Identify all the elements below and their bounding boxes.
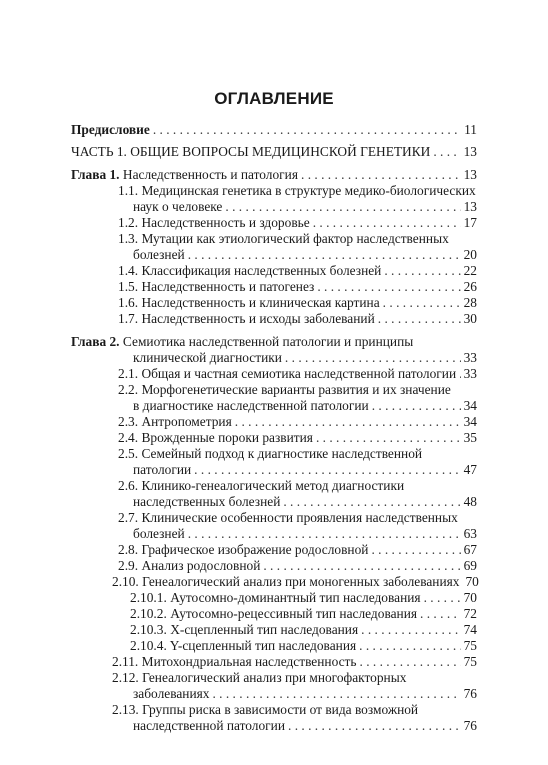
toc-entry-text: наследственной патологии	[133, 718, 285, 733]
toc-entry-text: Морфогенетические варианты развития и их значение	[141, 382, 451, 397]
toc-entry-text: Генеалогический анализ при многофакторных	[142, 670, 407, 685]
toc-page-number: 13	[463, 144, 477, 159]
section-number: 2.6.	[118, 478, 139, 493]
toc-entry-text: Наследственность и клиническая картина	[141, 295, 380, 310]
section-number: 2.11.	[112, 654, 139, 669]
section-number: 1.4.	[118, 263, 139, 278]
toc-entry-1-7[interactable]	[118, 310, 477, 327]
leader-dots	[433, 143, 460, 160]
toc-entry-2-10-2[interactable]	[130, 605, 477, 622]
toc-entry-preface[interactable]	[71, 121, 477, 138]
leader-dots	[360, 653, 461, 670]
toc-entry-text: Мутации как этиологический фактор наследственных	[141, 231, 449, 246]
toc-entry-text: ЧАСТЬ 1. ОБЩИЕ ВОПРОСЫ МЕДИЦИНСКОЙ ГЕНЕТИКИ	[71, 144, 431, 159]
leader-dots	[212, 685, 460, 702]
toc-entry-1-3-cont[interactable]	[133, 246, 477, 263]
toc-page-number: 11	[464, 122, 477, 137]
section-number: 1.6.	[118, 295, 139, 310]
toc-entry-2-10-4[interactable]	[130, 637, 477, 654]
toc-entry-2-11[interactable]	[112, 653, 477, 670]
toc-page-number: 75	[463, 654, 477, 669]
leader-dots	[459, 365, 460, 382]
toc-entry-text: Генеалогический анализ при моногенных заболеваниях	[142, 574, 460, 589]
toc-entry-text: в диагностике наследственной патологии	[133, 398, 369, 413]
toc-page-number: 26	[463, 279, 477, 294]
toc-entry-1-4[interactable]	[118, 262, 477, 279]
page-title: ОГЛАВЛЕНИЕ	[214, 89, 334, 108]
leader-dots	[263, 557, 460, 574]
toc-entry-2-9[interactable]	[118, 557, 477, 574]
toc-entry-text: Медицинская генетика в структуре медико-биологических	[141, 183, 476, 198]
toc-page-number: 22	[463, 263, 477, 278]
toc-entry-2-7-cont[interactable]	[133, 525, 477, 542]
toc-entry-2-6-cont[interactable]	[133, 493, 477, 510]
leader-dots	[313, 214, 461, 231]
toc-page-number: 76	[463, 686, 477, 701]
leader-dots	[316, 429, 461, 446]
toc-entry-1-3[interactable]	[118, 230, 449, 247]
leader-dots	[288, 717, 461, 734]
section-number: 2.10.4.	[130, 638, 167, 653]
leader-dots	[225, 198, 460, 215]
toc-page-number: 13	[463, 199, 477, 214]
toc-entry-2-6[interactable]	[118, 477, 404, 494]
toc-entry-text: Наследственность и патогенез	[141, 279, 315, 294]
toc-page-number: 35	[463, 430, 477, 445]
toc-entry-text: Наследственность и здоровье	[141, 215, 310, 230]
toc-entry-text: Группы риска в зависимости от вида возможной	[142, 702, 419, 717]
toc-entry-text: Y-сцепленный тип наследования	[169, 638, 357, 653]
toc-page-number: 33	[463, 366, 477, 381]
toc-entry-2-10-1[interactable]	[130, 589, 477, 606]
leader-dots	[283, 493, 460, 510]
toc-chapter-2-cont[interactable]	[133, 349, 477, 366]
toc-page-number: 30	[463, 311, 477, 326]
section-number: 2.5.	[118, 446, 139, 461]
section-number: 2.4.	[118, 430, 139, 445]
toc-entry-1-1[interactable]	[118, 182, 476, 199]
toc-entry-text: Семейный подход к диагностике наследственной	[141, 446, 423, 461]
leader-dots	[285, 349, 461, 366]
section-number: 2.8.	[118, 542, 139, 557]
toc-entry-2-13-cont[interactable]	[133, 717, 477, 734]
toc-entry-2-8[interactable]	[118, 541, 477, 558]
toc-entry-text: заболеваниях	[133, 686, 210, 701]
toc-entry-2-4[interactable]	[118, 429, 477, 446]
toc-entry-text: Аутосомно-доминантный тип наследования	[170, 590, 421, 605]
leader-dots	[383, 294, 461, 311]
section-number: 2.10.	[112, 574, 139, 589]
section-number: 2.10.1.	[130, 590, 167, 605]
toc-entry-text: болезней	[133, 526, 185, 541]
toc-page-number: 72	[463, 606, 477, 621]
toc-entry-2-3[interactable]	[118, 413, 477, 430]
section-number: 2.9.	[118, 558, 139, 573]
toc-entry-2-5-cont[interactable]	[133, 461, 477, 478]
toc-entry-text: Классификация наследственных болезней	[141, 263, 382, 278]
toc-chapter-1[interactable]	[71, 166, 477, 183]
toc-entry-2-5[interactable]	[118, 445, 422, 462]
section-number: 2.13.	[112, 702, 139, 717]
leader-dots	[371, 541, 460, 558]
section-number: 1.5.	[118, 279, 139, 294]
toc-page-number: 75	[463, 638, 477, 653]
toc-entry-2-2-cont[interactable]	[133, 397, 477, 414]
toc-entry-text: Анализ родословной	[141, 558, 261, 573]
toc-page-number: 17	[463, 215, 477, 230]
toc-entry-2-1[interactable]	[118, 365, 477, 382]
toc-page-number: 70	[463, 590, 477, 605]
section-number: 2.1.	[118, 366, 139, 381]
section-number: 1.2.	[118, 215, 139, 230]
toc-entry-text: Графическое изображение родословной	[141, 542, 369, 557]
toc-entry-1-5[interactable]	[118, 278, 477, 295]
toc-page-number: 28	[463, 295, 477, 310]
toc-entry-text: болезней	[133, 247, 185, 262]
section-number: 2.10.3.	[130, 622, 167, 637]
leader-dots	[194, 461, 460, 478]
leader-dots	[384, 262, 460, 279]
toc-entry-2-12[interactable]	[112, 669, 406, 686]
toc-entry-2-12-cont[interactable]	[133, 685, 477, 702]
toc-page-number: 74	[463, 622, 477, 637]
leader-dots	[317, 278, 460, 295]
toc-entry-text: Предисловие	[71, 122, 150, 137]
toc-entry-text: патологии	[133, 462, 192, 477]
leader-dots	[301, 166, 461, 183]
toc-entry-1-1-cont[interactable]	[133, 198, 477, 215]
toc-page-number: 13	[463, 167, 477, 182]
toc-entry-text: Антропометрия	[141, 414, 232, 429]
toc-page-number: 76	[463, 718, 477, 733]
toc-entry-2-13[interactable]	[112, 701, 418, 718]
section-number: 2.12.	[112, 670, 139, 685]
toc-page-number: 34	[463, 398, 477, 413]
leader-dots	[372, 397, 461, 414]
leader-dots	[361, 621, 460, 638]
section-number: 1.1.	[118, 183, 139, 198]
leader-dots	[359, 637, 460, 654]
section-number: 2.10.2.	[130, 606, 167, 621]
toc-entry-1-6[interactable]	[118, 294, 477, 311]
section-number: 2.2.	[118, 382, 139, 397]
toc-page-number: 67	[463, 542, 477, 557]
leader-dots	[188, 246, 461, 263]
toc-page-number: 70	[465, 574, 479, 589]
toc-entry-text: Клинические особенности проявления наследственных	[141, 510, 458, 525]
toc-page-number: 69	[463, 558, 477, 573]
toc-entry-text: Общая и частная семиотика наследственной патологии	[141, 366, 457, 381]
toc-entry-text: клинической диагностики	[133, 350, 282, 365]
toc-entry-text: Аутосомно-рецессивный тип наследования	[170, 606, 418, 621]
toc-entry-2-2[interactable]	[118, 381, 451, 398]
toc-page-number: 34	[463, 414, 477, 429]
leader-dots	[153, 121, 461, 138]
toc-entry-text: Наследственность и исходы заболеваний	[141, 311, 375, 326]
toc-entry-text: X-сцепленный тип наследования	[170, 622, 359, 637]
toc-chapter-2[interactable]	[71, 333, 413, 350]
toc-entry-text: Клинико-генеалогический метод диагностики	[141, 478, 405, 493]
toc-entry-1-2[interactable]	[118, 214, 477, 231]
chapter-label: Глава 2.	[71, 334, 120, 349]
toc-page-number: 33	[463, 350, 477, 365]
toc-entry-text: Врожденные пороки развития	[141, 430, 313, 445]
toc-page-number: 47	[463, 462, 477, 477]
chapter-label: Глава 1.	[71, 167, 120, 182]
leader-dots	[420, 605, 461, 622]
toc-page-number: 63	[463, 526, 477, 541]
leader-dots	[424, 589, 461, 606]
toc-page-number: 20	[463, 247, 477, 262]
leader-dots	[188, 525, 461, 542]
toc-entry-text: наследственных болезней	[133, 494, 281, 509]
leader-dots	[378, 310, 461, 327]
toc-entry-text: Наследственность и патология	[122, 167, 298, 182]
section-number: 2.3.	[118, 414, 139, 429]
toc-entry-2-10-3[interactable]	[130, 621, 477, 638]
section-number: 1.3.	[118, 231, 139, 246]
toc-entry-text: Митохондриальная наследственность	[141, 654, 357, 669]
section-number: 1.7.	[118, 311, 139, 326]
toc-page-number: 48	[463, 494, 477, 509]
toc-entry-text: Семиотика наследственной патологии и принципы	[122, 334, 414, 349]
toc-entry-text: наук о человеке	[133, 199, 223, 214]
leader-dots	[235, 413, 461, 430]
toc-entry-2-10[interactable]	[112, 573, 477, 590]
toc-entry-2-7[interactable]	[118, 509, 458, 526]
section-number: 2.7.	[118, 510, 139, 525]
toc-entry-part1[interactable]	[71, 143, 477, 160]
